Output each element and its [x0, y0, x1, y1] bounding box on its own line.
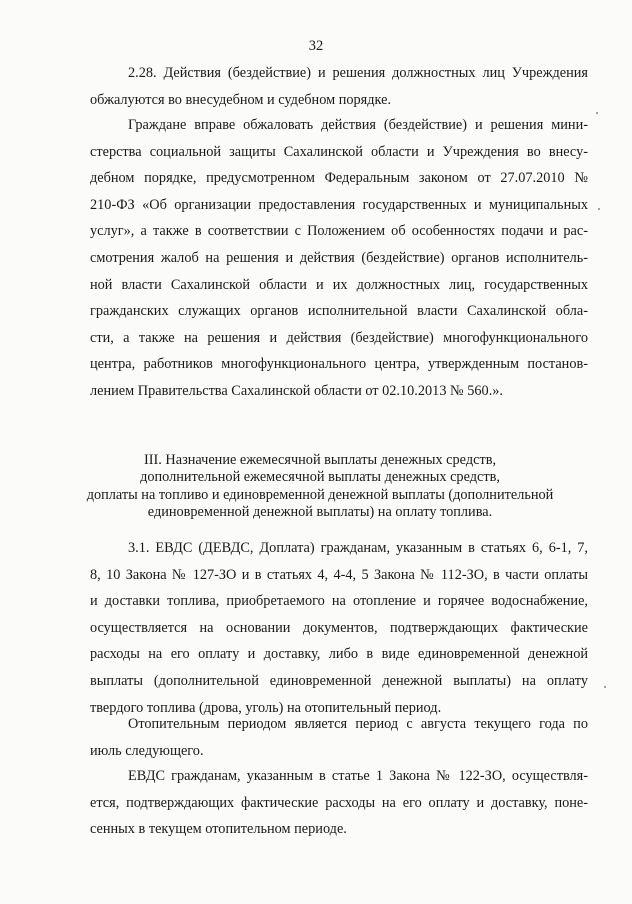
text-line: обжалуются во внесудебном и судебном порядке.	[90, 91, 392, 108]
text-line: июль следующего.	[90, 742, 204, 759]
text-line: гражданских служащих органов исполнительной власти Сахалинской обла-	[90, 303, 588, 320]
text-line: сенных в текущем отопительном периоде.	[90, 821, 347, 838]
heading-line: единовременной денежной выплаты) на оплату топлива.	[147, 504, 493, 521]
heading-line: доплаты на топливо и единовременной денежной выплаты (дополнительной	[86, 486, 554, 503]
scan-speck	[598, 208, 600, 210]
text-line: 210-ФЗ «Об организации предоставления государственных и муниципальных	[90, 196, 588, 213]
text-line: стерства социальной защиты Сахалинской области и Учреждения во внесу-	[90, 143, 588, 160]
text-line: и доставки топлива, приобретаемого на отопление и горячее водоснабжение,	[90, 593, 588, 610]
text-line: ется, подтверждающих фактические расходы на его оплату и доставку, поне-	[90, 794, 588, 811]
text-line: осуществляется на основании документов, подтверждающих фактические	[90, 619, 588, 636]
text-line: Граждане вправе обжаловать действия (бездействие) и решения мини-	[128, 117, 588, 133]
text-line: ЕВДС гражданам, указанным в статье 1 Закона № 122-ЗО, осуществля-	[128, 768, 588, 784]
text-line: дебном порядке, предусмотренном Федеральным законом от 27.07.2010 №	[90, 170, 588, 187]
heading-line: дополнительной ежемесячной выплаты денежных средств,	[140, 469, 500, 486]
section-3-heading	[70, 452, 570, 522]
text-line: лением Правительства Сахалинской области от 02.10.2013 № 560.».	[90, 382, 503, 399]
paragraph-evds-122	[90, 763, 588, 843]
text-line: Отопительным периодом является период с августа текущего года по	[128, 716, 588, 732]
text-line: ной власти Сахалинской области и их должностных лиц, государственных	[90, 276, 588, 293]
text-line: выплаты (дополнительной единовременной денежной выплаты) на оплату	[90, 672, 588, 689]
text-line: твердого топлива (дрова, уголь) на отопительный период.	[90, 699, 442, 716]
text-line: центра, работников многофункционального центра, утвержденным постанов-	[90, 356, 588, 373]
text-line: смотрения жалоб на решения и действия (бездействие) органов исполнитель-	[90, 249, 588, 266]
scan-speck	[604, 686, 606, 688]
text-line: 8, 10 Закона № 127-ЗО и в статьях 4, 4-4, 5 Закона № 112-ЗО, в части оплаты	[90, 566, 588, 583]
text-line: 2.28. Действия (бездействие) и решения должностных лиц Учреждения	[128, 65, 588, 81]
text-line: расходы на его оплату и доставку, либо в виде единовременной денежной	[90, 646, 588, 663]
paragraph-heating-period	[90, 711, 588, 764]
heading-line: III. Назначение ежемесячной выплаты денежных средств,	[143, 452, 497, 468]
paragraph-appeal-rights	[90, 112, 588, 405]
page-number: 32	[308, 38, 324, 54]
paragraph-3-1	[90, 535, 588, 721]
scan-speck	[596, 112, 598, 114]
text-line: сти, а также на решения и действия (бездействие) многофункционального	[90, 329, 588, 346]
text-line: услуг», а также в соответствии с Положением об особенностях подачи и рас-	[90, 223, 588, 240]
paragraph-2-28	[90, 60, 588, 113]
text-line: 3.1. ЕВДС (ДЕВДС, Доплата) гражданам, указанным в статьях 6, 6-1, 7,	[128, 540, 588, 556]
